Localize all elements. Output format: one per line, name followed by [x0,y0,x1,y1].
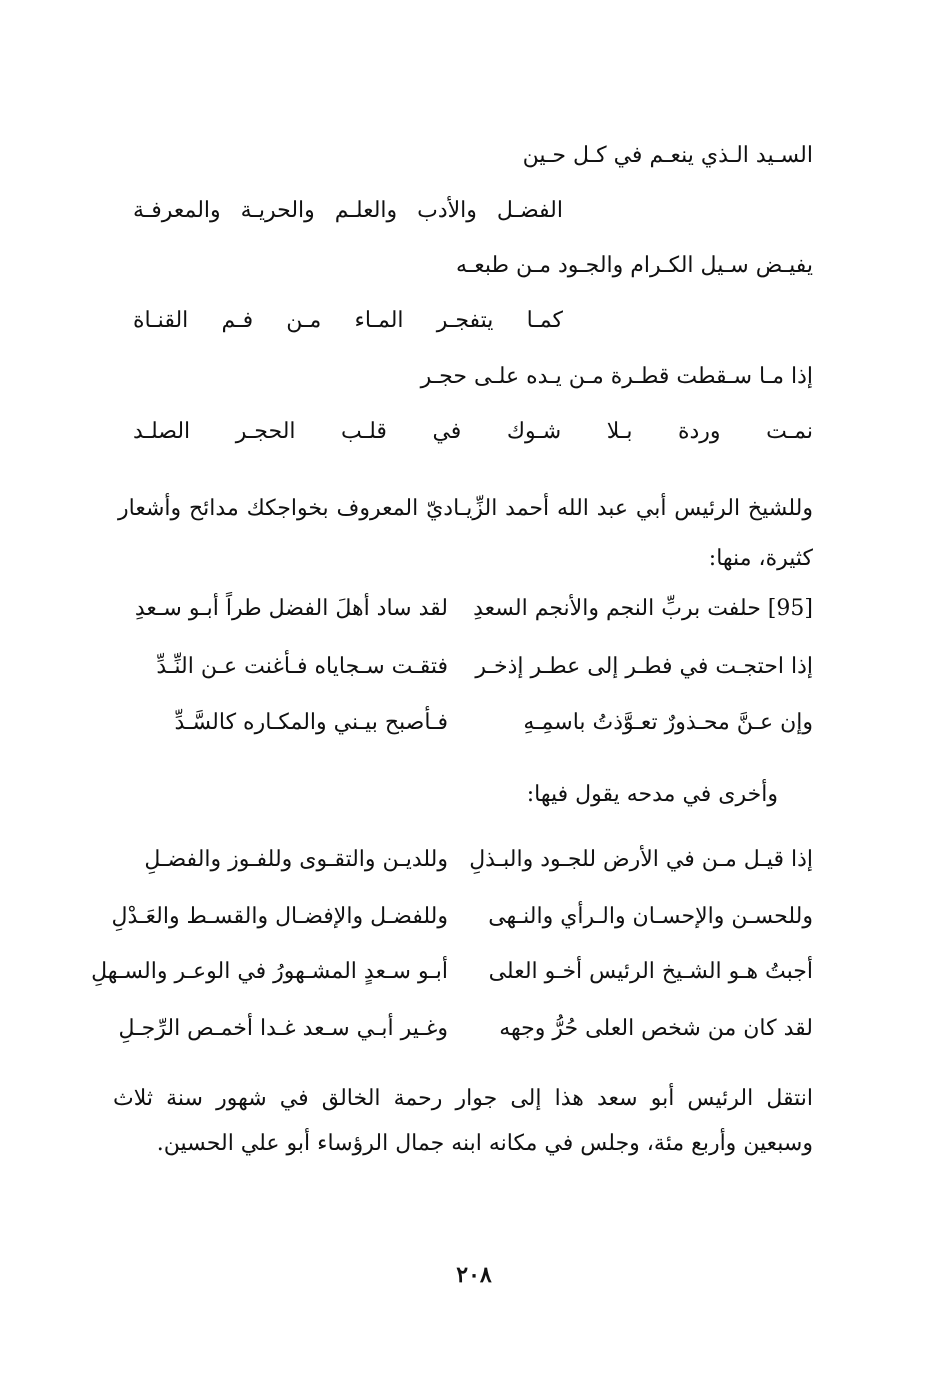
poem2-verse-3-second: فـأصبح بيـني والمكـاره كالسَّـدِّ [174,710,448,735]
poem3-verse-3-second: أبـو سـعدٍ المشـهورُ في الوعـر والسـهلِ [91,959,448,984]
poem2-verse-1-first: [95] حلفت بربِّ النجم والأنجم السعدِ [473,596,813,621]
poem3-verse-2-second: وللفضـل والإفضـال والقسـط والعَـدْلِ [111,904,448,929]
paragraph-khwajakak: وللشيخ الرئيس أبي عبد الله أحمد الزِّيـاديّ المعروف بخواجكك مدائح وأشعار كثيرة، منها: [118,496,813,571]
poem1-line-5: إذا مـا سـقطت قطـرة مـن يـده علـى حجـر [420,364,813,389]
poem2-verse-1-second: لقد ساد أهلَ الفضل طراً أبـو سـعدِ [134,596,448,621]
poem1-line-3: يفيـض سـيل الكـرام والجـود مـن طبعـه [456,253,813,278]
poem2-verse-3-first: وإن عـنَّ محـذورٌ تعـوَّذتُ باسمِـهِ [523,710,813,735]
poem2-verse-2-first: إذا احتجـت في فطـر إلى عطـر إذخـر [475,654,813,679]
poem3-verse-2-first: وللحسـن والإحسـان والـرأي والنـهى [488,904,813,929]
poem1-line-1: السـيد الـذي ينعـم في كـل حـين [522,143,813,168]
poem3-verse-4-first: لقد كان من شخص العلى حُرُّ وجهه [499,1016,813,1041]
poem1-line-6: نمـت وردة بـلا شـوك في قلـب الحجـر الصلـد [133,419,813,444]
poem1-line-2: الفضـل والأدب والعلـم والحريـة والمعرفـة [133,198,563,223]
poem2-verse-2-second: فتقـت سـجاياه فـأغنت عـن النِّـدِّ [156,654,448,679]
poem3-verse-1-second: وللديـن والتقـوى وللفـوز والفضـلِ [144,847,448,872]
paragraph-another-praise: وأخرى في مدحه يقول فيها: [526,782,778,807]
poem3-verse-3-first: أجبتُ هـو الشـيخ الرئيس أخـو العلى [488,959,813,984]
poem3-verse-1-first: إذا قيـل مـن في الأرض للجـود والبـذلِ [469,847,813,872]
poem1-line-4: كمـا يتفجـر المـاء مـن فـم القنـاة [133,308,563,333]
paragraph-death-of-abu-saad: انتقل الرئيس أبو سعد هذا إلى جوار رحمة الخالق في شهور سنة ثلاث وسبعين وأربع مئة، وجلس في مكانه ابنه جمال الرؤساء أبو علي الحسين. [113,1086,813,1156]
poem3-verse-4-second: وغـير أبـي سـعد غـدا أخمـص الرِّجـلِ [118,1016,448,1041]
page-number: ٢٠٨ [456,1262,492,1288]
